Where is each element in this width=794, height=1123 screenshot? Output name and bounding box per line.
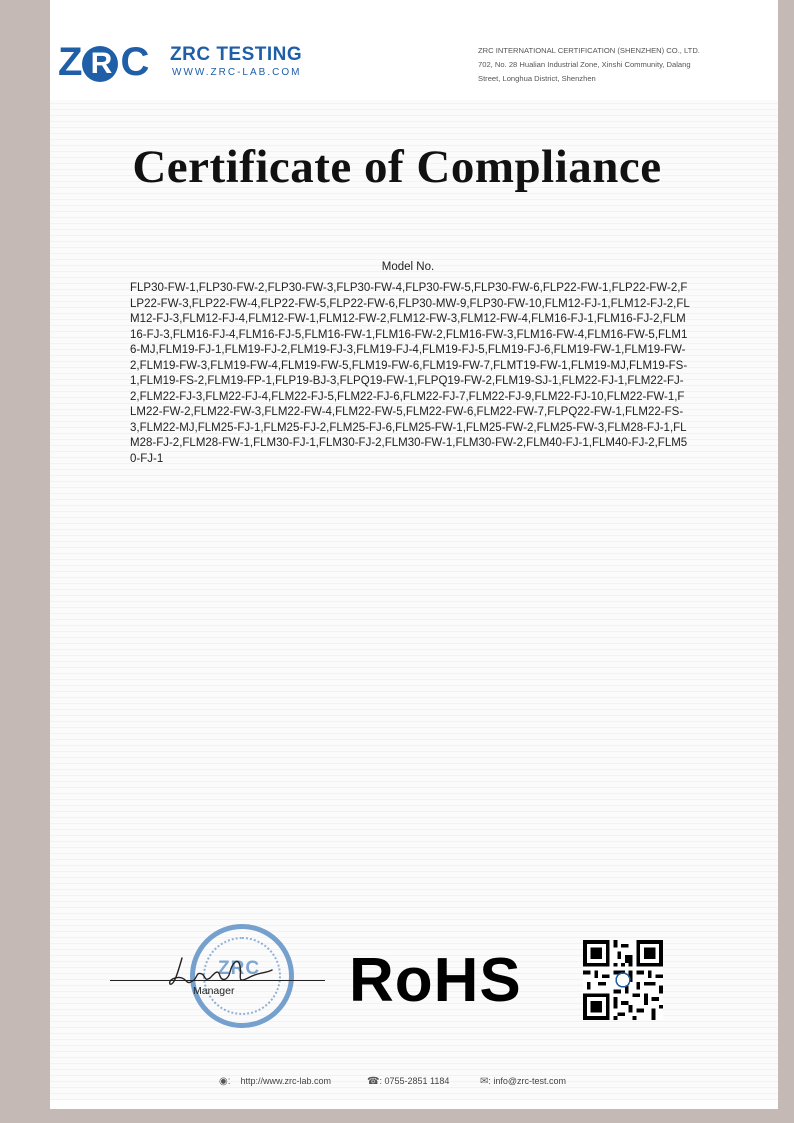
logo-z: Z: [58, 40, 81, 84]
footer: [0, 1076, 794, 1090]
footer-phone-text: : 0755-2851 1184: [379, 1076, 450, 1086]
company-line: ZRC INTERNATIONAL CERTIFICATION (SHENZHEN) CO., LTD.: [478, 46, 700, 55]
model-label: Model No.: [381, 261, 435, 273]
qr-code: [583, 940, 663, 1020]
rohs-mark: RoHS: [349, 946, 522, 1015]
envelope-icon: ✉: [480, 1076, 489, 1087]
brand-url: WWW.ZRC-LAB.COM: [172, 67, 302, 78]
footer-web-text: http://www.zrc-lab.com: [240, 1076, 332, 1086]
frame-bottom: [0, 1109, 794, 1123]
logo-r: R: [82, 46, 118, 82]
zrc-logo: [58, 42, 147, 82]
footer-email[interactable]: [480, 1076, 566, 1087]
phone-icon: ☎: [367, 1076, 380, 1087]
logo-c: C: [120, 40, 148, 84]
footer-phone: [367, 1076, 449, 1087]
model-list: FLP30-FW-1,FLP30-FW-2,FLP30-FW-3,FLP30-FW-4,FLP30-FW-5,FLP30-FW-6,FLP22-FW-1,FLP22-FW-2,FLP22-FW-3,FLP22-FW-4,FLP22-FW-5,FLP22-FW-6,FLP30-MW-9,FLP30-FW-10,FLM12-FJ-1,FLM12-FJ-2,FLM12-FJ-3,FLM12-FJ-4,FLM12-FW-1,FLM12-FW-2,FLM12-FW-3,FLM12-FW-4,FLM16-FJ-1,FLM16-FJ-2,FLM16-FJ-3,FLM16-FJ-4,FLM16-FJ-5,FLM16-FW-1,FLM16-FW-2,FLM16-FW-3,FLM16-FW-4,FLM16-FW-5,FLM16-MJ,FLM19-FJ-1,FLM19-FJ-2,FLM19-FJ-3,FLM19-FJ-4,FLM19-FJ-5,FLM19-FJ-6,FLM19-FW-1,FLM19-FW-2,FLM19-FW-3,FLM19-FW-4,FLM19-FW-5,FLM19-FW-6,FLM19-FW-7,FLMT19-FW-1,FLM19-MJ,FLM19-FS-1,FLM19-FS-2,FLM19-FP-1,FLP19-BJ-3,FLPQ19-FW-1,FLPQ19-FW-2,FLM19-SJ-1,FLM22-FJ-1,FLM22-FJ-2,FLM22-FJ-3,FLM22-FJ-4,FLM22-FJ-5,FLM22-FJ-6,FLM22-FJ-7,FLM22-FJ-9,FLM22-FJ-10,FLM22-FW-1,FLM22-FW-2,FLM22-FW-3,FLM22-FW-4,FLM22-FW-5,FLM22-FW-6,FLM22-FW-7,FLPQ22-FW-1,FLM22-FS-3,FLM22-MJ,FLM25-FJ-1,FLM25-FJ-2,FLM25-FJ-6,FLM25-FW-1,FLM25-FW-2,FLM25-FW-3,FLM28-FJ-1,FLM28-FJ-2,FLM28-FW-1,FLM30-FJ-1,FLM30-FJ-2,FLM30-FW-1,FLM30-FW-2,FLM40-FJ-1,FLM40-FJ-2,FLM50-FJ-1: [130, 282, 690, 465]
certificate-title: Certificate of Compliance: [132, 141, 662, 193]
footer-web[interactable]: [219, 1076, 331, 1087]
globe-icon: ◉:: [219, 1076, 231, 1087]
company-line: Street, Longhua District, Shenzhen: [478, 74, 596, 83]
brand-name: ZRC TESTING: [170, 44, 303, 65]
footer-email-text: : info@zrc-test.com: [488, 1076, 567, 1086]
company-line: 702, No. 28 Hualian Industrial Zone, Xinshi Community, Dalang: [478, 60, 691, 69]
manager-label: Manager: [193, 985, 235, 997]
company-address: [478, 44, 738, 86]
stamp-text: ZRC: [218, 958, 261, 979]
